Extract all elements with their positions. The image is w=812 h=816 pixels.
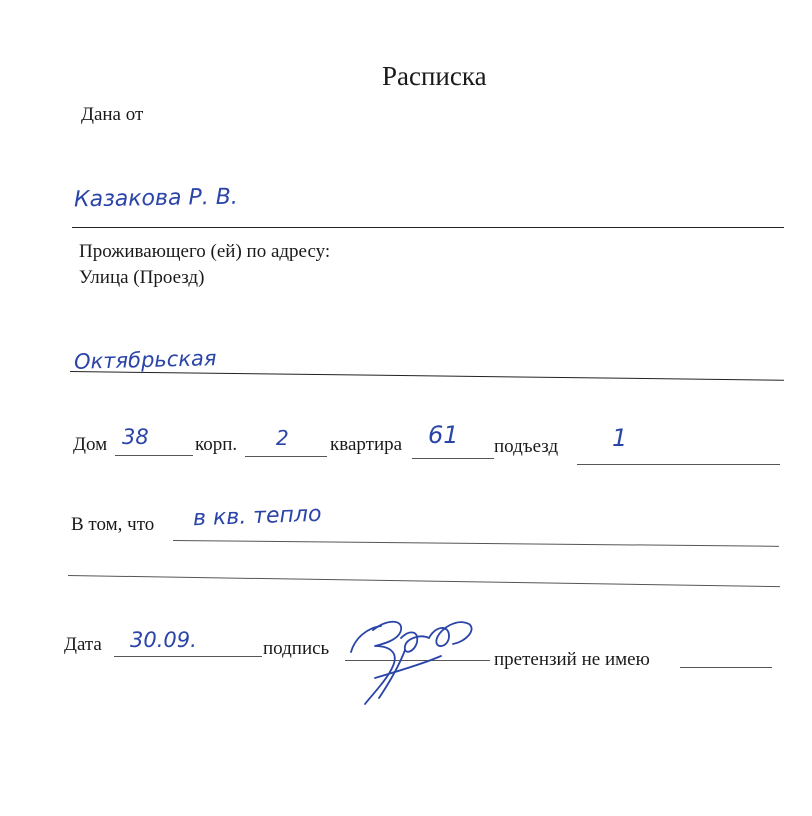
- building-label: корп.: [195, 434, 238, 455]
- apartment-label: квартира: [330, 434, 403, 455]
- no-claims-label: претензий не имею: [494, 649, 650, 670]
- given-by-label: Дана от: [81, 104, 144, 125]
- document-title: Расписка: [382, 61, 487, 91]
- building-line: [245, 456, 327, 457]
- reason-line-2: [68, 575, 780, 587]
- house-label: Дом: [73, 434, 108, 455]
- building-value: 2: [276, 426, 289, 450]
- address-label: Проживающего (ей) по адресу:: [79, 241, 331, 262]
- date-value: 30.09.: [130, 628, 197, 652]
- apartment-value: 61: [428, 421, 459, 449]
- house-line: [115, 455, 193, 456]
- reason-value: в кв. тепло: [192, 501, 322, 532]
- entrance-value: 1: [612, 424, 628, 452]
- entrance-line: [577, 464, 780, 465]
- given-by-value: Казакова Р. В.: [73, 184, 239, 213]
- handwritten-signature: [345, 608, 485, 718]
- house-value: 38: [122, 425, 149, 449]
- apartment-line: [412, 458, 494, 459]
- entrance-label: подъезд: [494, 436, 559, 457]
- date-line: [114, 656, 262, 657]
- street-label: Улица (Проезд): [79, 267, 205, 288]
- date-label: Дата: [64, 634, 102, 655]
- given-by-line: [72, 227, 784, 228]
- no-claims-line: [680, 667, 772, 668]
- reason-line: [173, 540, 779, 547]
- street-value: Октябрьская: [73, 346, 217, 374]
- reason-label: В том, что: [71, 514, 155, 535]
- signature-label: подпись: [263, 638, 330, 659]
- street-line: [70, 371, 784, 381]
